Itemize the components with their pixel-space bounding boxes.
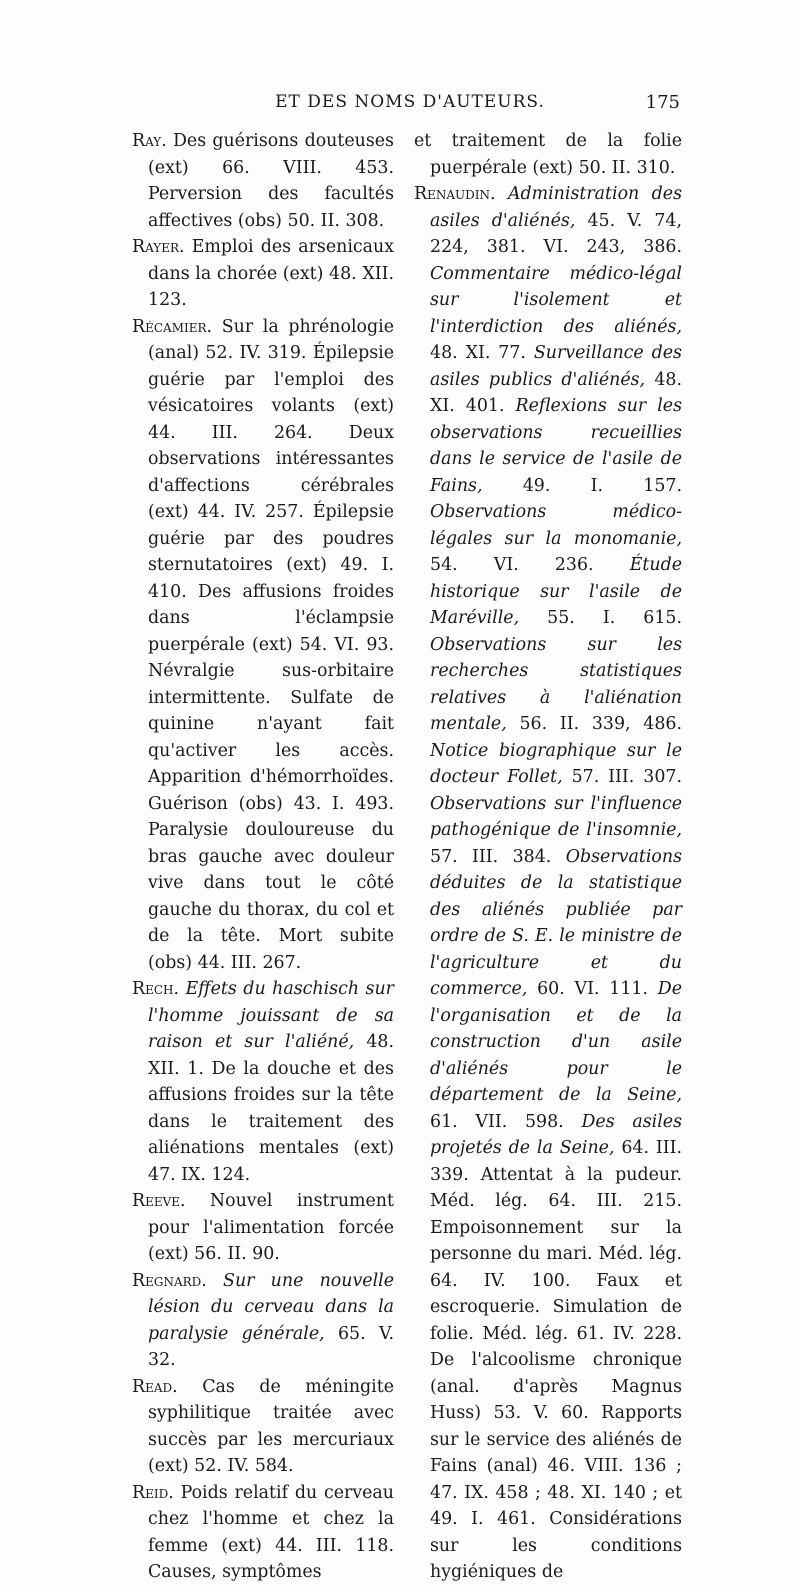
entry-text: 65. V. 32. <box>148 1323 394 1370</box>
index-entry <box>132 1374 394 1480</box>
header-title: ET DES NOMS D'AUTEURS. <box>275 92 545 112</box>
work-title: Observations sur l'influence pathogénique de l'insomnie, <box>430 793 682 840</box>
author-name: Renaudin. <box>414 184 496 204</box>
author-name: Reid. <box>132 1482 174 1503</box>
entry-text: Des guérisons douteuses (ext) 66. VIII. 453. Perversion des facultés affectives (obs) 50. II. 308. <box>148 131 394 231</box>
work-title: Notice biographique sur le docteur Follet, <box>430 740 682 787</box>
entry-text: 60. VI. 111. <box>527 979 658 999</box>
entry-text: Poids relatif du cerveau chez l'homme et chez la femme (ext) 44. III. 118. Causes, symptômes <box>148 1482 394 1582</box>
work-title: Des asiles projetés de la Seine, <box>430 1111 682 1158</box>
work-title: De l'organisation et de la construction d'un asile d'aliénés pour le département de la Seine, <box>430 979 682 1105</box>
entry-text: 48. XII. 1. De la douche et des affusions froides sur la tête dans le traitement des aliénations mentales (ext) 47. IX. 124. <box>148 1032 395 1185</box>
work-title: Observations sur les recherches statistiques relatives à l'aliénation mentale, <box>430 634 682 734</box>
work-title: Reflexions sur les observations recueillies dans le service de l'asile de Fains, <box>430 396 683 496</box>
index-entry <box>132 976 394 1188</box>
author-name: Reeve. <box>132 1191 186 1211</box>
work-title: Effets du haschisch sur l'homme jouissant de sa raison et sur l'aliéné, <box>148 979 394 1052</box>
index-entry <box>132 128 394 234</box>
left-column <box>132 128 394 1586</box>
entry-text: Emploi des arsenicaux dans la chorée (ext) 48. XII. 123. <box>148 237 395 310</box>
author-name: Read. <box>132 1376 178 1397</box>
entry-text: Cas de méningite syphilitique traitée avec succès par les mercuriaux (ext) 52. IV. 584. <box>148 1376 394 1476</box>
entry-text: 55. I. 615. <box>519 608 682 628</box>
index-entry <box>132 234 394 314</box>
entry-text: Nouvel instrument pour l'alimentation forcée (ext) 56. II. 90. <box>148 1191 394 1264</box>
right-column <box>414 128 682 1586</box>
work-title: Administration des asiles d'aliénés, <box>430 184 683 231</box>
entry-text: 54. VI. 236. <box>430 555 630 575</box>
entry-text: 48. XI. 401. <box>430 369 683 416</box>
running-header <box>140 92 680 118</box>
author-name: Ray. <box>132 131 167 151</box>
entry-text: 64. III. 339. Attentat à la pudeur. Méd. lég. 64. III. 215. Empoisonnement sur la personne du mari. Méd. lég. 64. IV. 100. Faux et escroquerie. Simulation de folie. Méd. lég. 61. IV. 228. De l'alcoolisme chronique (anal. d'après Magnus Huss) 53. V. 60. Rapports sur le service des aliénés de Fains (anal) 46. VIII. 136 ; 47. IX. 458 ; 48. XI. 140 ; et 49. I. 461. Considérations sur les conditions hygiéniques de <box>430 1138 682 1582</box>
work-title: Commentaire médico-légal sur l'isolement et l'interdiction des aliénés, <box>430 263 682 337</box>
index-entry <box>132 1268 394 1374</box>
work-title: Sur une nouvelle lésion du cerveau dans la paralysie générale, <box>148 1270 394 1344</box>
work-title: Observations déduites de la statistique des aliénés publiée par ordre de S. E. le ministre de l'agriculture et du commerce, <box>430 846 682 999</box>
entry-text: 49. I. 157. <box>482 475 682 496</box>
author-name: Récamier. <box>132 316 213 337</box>
author-name: Regnard. <box>132 1270 207 1291</box>
entry-text: 57. III. 384. <box>430 846 566 867</box>
author-name: Rech. <box>132 979 180 999</box>
index-entry <box>414 128 682 181</box>
page-number: 175 <box>645 92 680 113</box>
work-title: Surveillance des asiles publics d'aliénés, <box>430 343 682 390</box>
entry-text: 45. V. 74, 224, 381. VI. 243, 386. <box>430 210 682 257</box>
work-title: Étude historique sur l'asile de Maréville, <box>430 555 682 628</box>
entry-text: 56. II. 339, 486. <box>506 714 682 734</box>
entry-text: et traitement de la folie puerpérale (ext) 50. II. 310. <box>414 131 682 178</box>
index-entry <box>132 1480 394 1586</box>
entry-text: 57. III. 307. <box>562 767 682 787</box>
index-entry <box>132 314 394 977</box>
work-title: Observations médico-légales sur la monomanie, <box>430 502 682 549</box>
index-entry <box>132 1188 394 1268</box>
entry-text: 61. VII. 598. <box>430 1111 582 1132</box>
index-entry <box>414 181 682 1586</box>
entry-text: 48. XI. 77. <box>430 343 534 363</box>
author-name: Rayer. <box>132 237 185 257</box>
entry-text: Sur la phrénologie (anal) 52. IV. 319. Épilepsie guérie par l'emploi des vésicatoires volants (ext) 44. III. 264. Deux observations intéressantes d'affections cérébrales (ext) 44. IV. 257. Épilepsie guérie par des poudres sternutatoires (ext) 49. I. 410. Des affusions froides dans l'éclampsie puerpérale (ext) 54. VI. 93. Névralgie sus-orbitaire intermittente. Sulfate de quinine n'ayant fait qu'activer les accès. Apparition d'hémorrhoïdes. Guérison (obs) 43. I. 493. Paralysie douloureuse du bras gauche avec douleur vive dans tout le côté gauche du thorax, du col et de la tête. Mort subite (obs) 44. III. 267. <box>148 316 394 973</box>
